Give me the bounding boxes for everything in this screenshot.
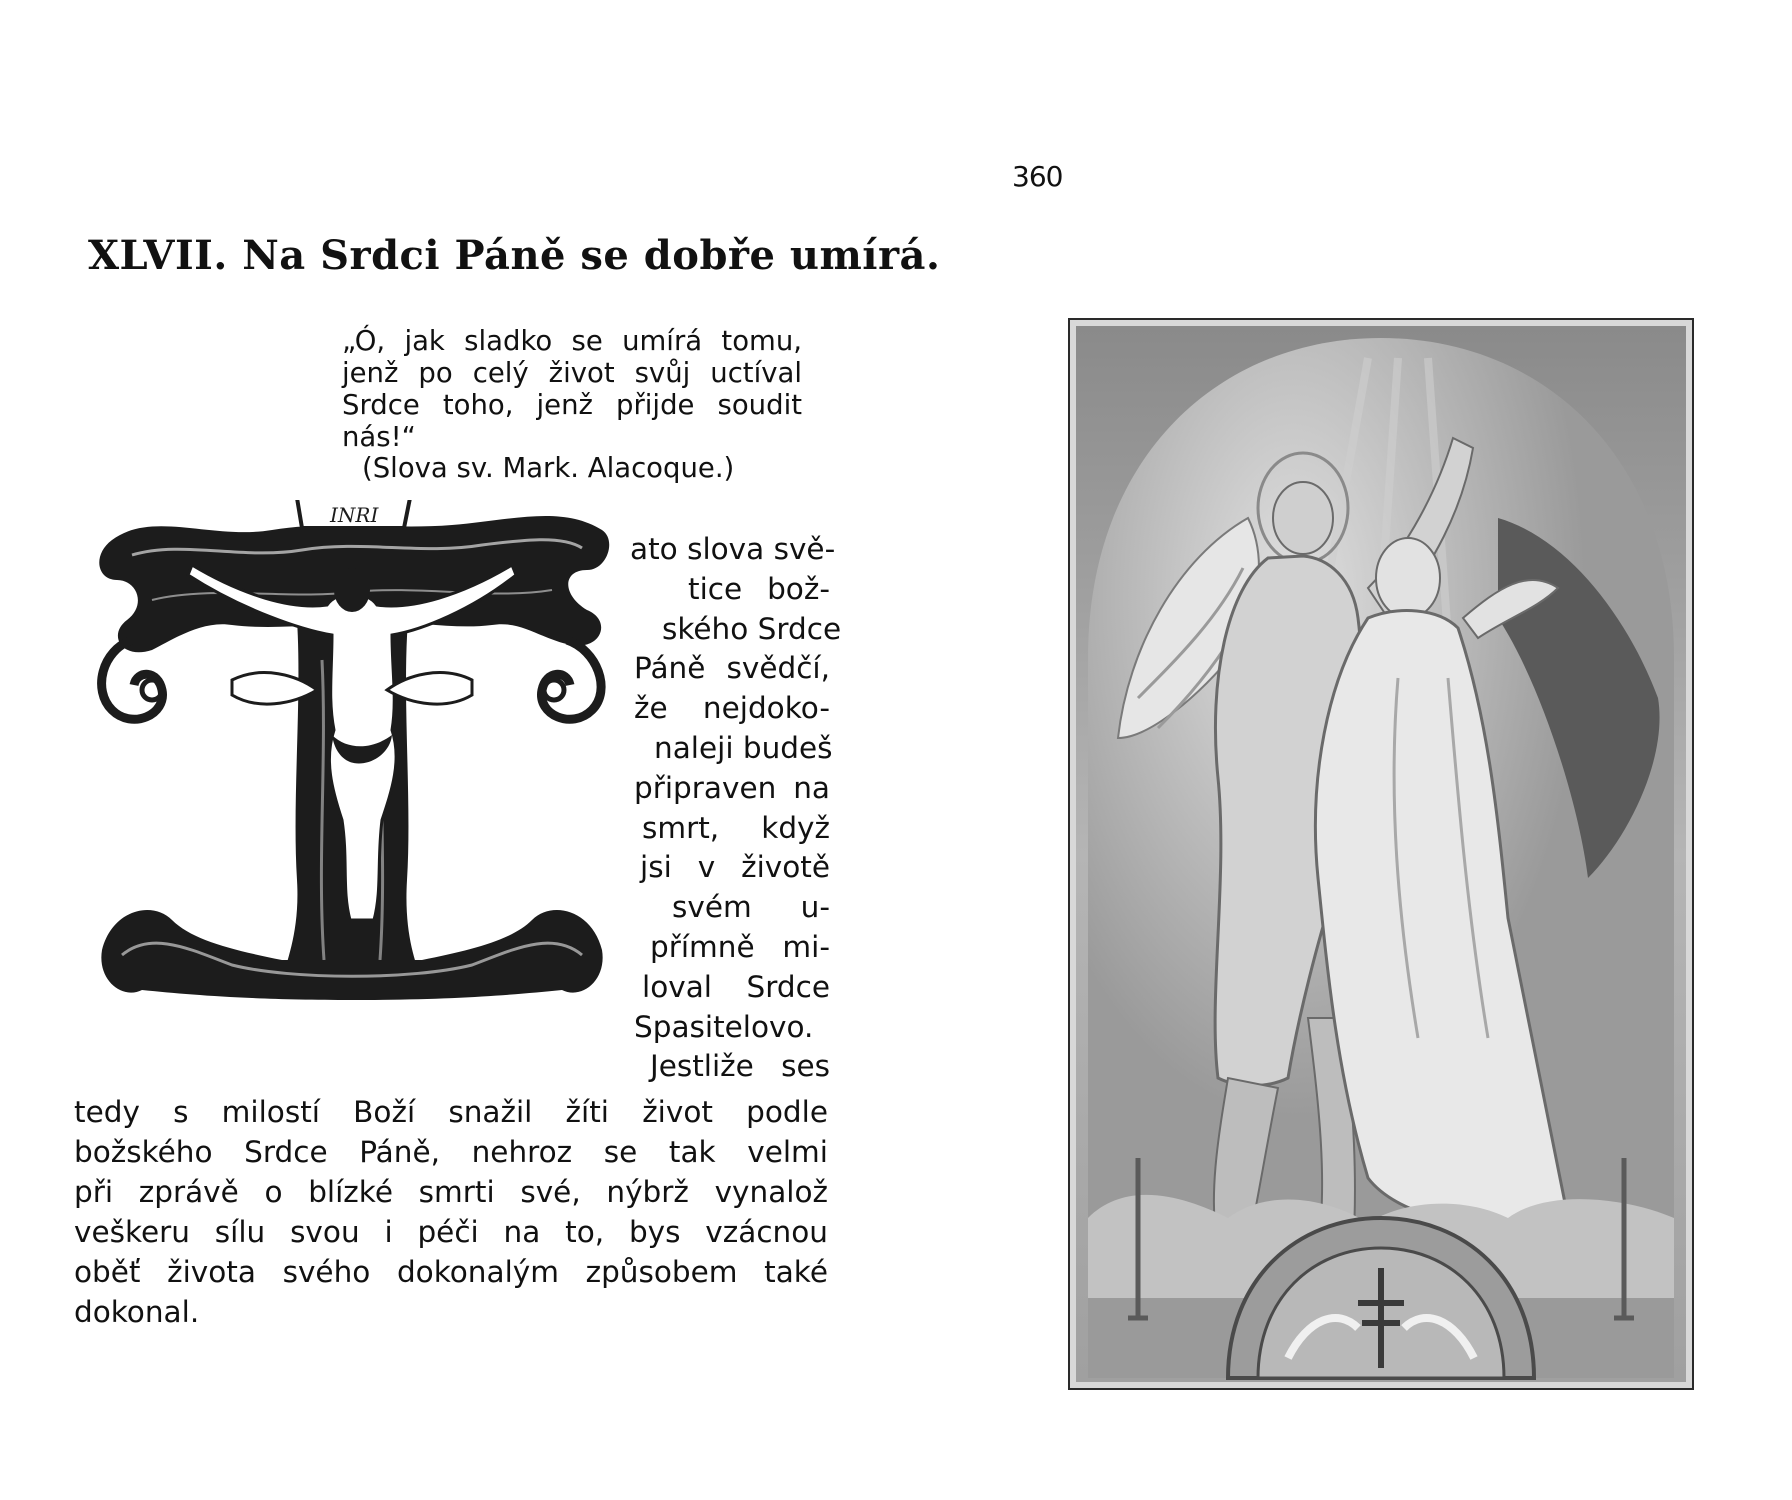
text-line: Páně svědčí, [634, 651, 830, 686]
epigraph [342, 325, 802, 453]
epigraph-line: nás!“ [342, 421, 416, 453]
text-line: tice bož- [688, 571, 830, 606]
epigraph-line: jenž po celý život svůj uctíval [342, 357, 802, 389]
text-line: Jestliže ses [650, 1049, 830, 1084]
text-line: tedy s milostí Boží snažil žíti život podle [74, 1095, 828, 1129]
epigraph-source: (Slova sv. Mark. Alacoque.) [362, 452, 735, 484]
text-line: smrt, když [642, 810, 830, 845]
text-line: přímně mi- [650, 929, 830, 964]
text-line: loval Srdce [642, 969, 830, 1004]
epigraph-line: Srdce toho, jenž přijde soudit [342, 389, 802, 421]
initial-letter-crucifix-illustration [92, 500, 620, 1060]
text-line: veškeru sílu svou i péči na to, bys vzácnou [74, 1215, 828, 1249]
text-line: dokonal. [74, 1295, 200, 1329]
text-line: jsi v životě [640, 850, 830, 885]
text-line: naleji budeš [654, 730, 833, 765]
angel-and-woman-illustration [1068, 318, 1694, 1390]
page-number: 360 [1012, 160, 1063, 193]
text-line: ato slova svě- [630, 532, 836, 566]
inri-banner-text: INRI [330, 503, 379, 527]
text-line: připraven na [634, 770, 830, 805]
drop-cap-wrapped-text [620, 530, 842, 1087]
chapter-title: XLVII. Na Srdci Páně se dobře umírá. [88, 232, 941, 279]
text-line: Spasitelovo. [634, 1009, 814, 1044]
body-paragraph [74, 1092, 828, 1332]
text-line: svém u- [672, 890, 830, 925]
text-line: oběť života svého dokonalým způsobem také [74, 1255, 828, 1289]
text-line: ského Srdce [662, 611, 842, 646]
epigraph-line: „Ó, jak sladko se umírá tomu, [342, 325, 802, 357]
text-line: při zprávě o blízké smrti své, nýbrž vynalož [74, 1175, 828, 1209]
text-line: božského Srdce Páně, nehroz se tak velmi [74, 1135, 828, 1169]
text-line: že nejdoko- [634, 691, 830, 726]
